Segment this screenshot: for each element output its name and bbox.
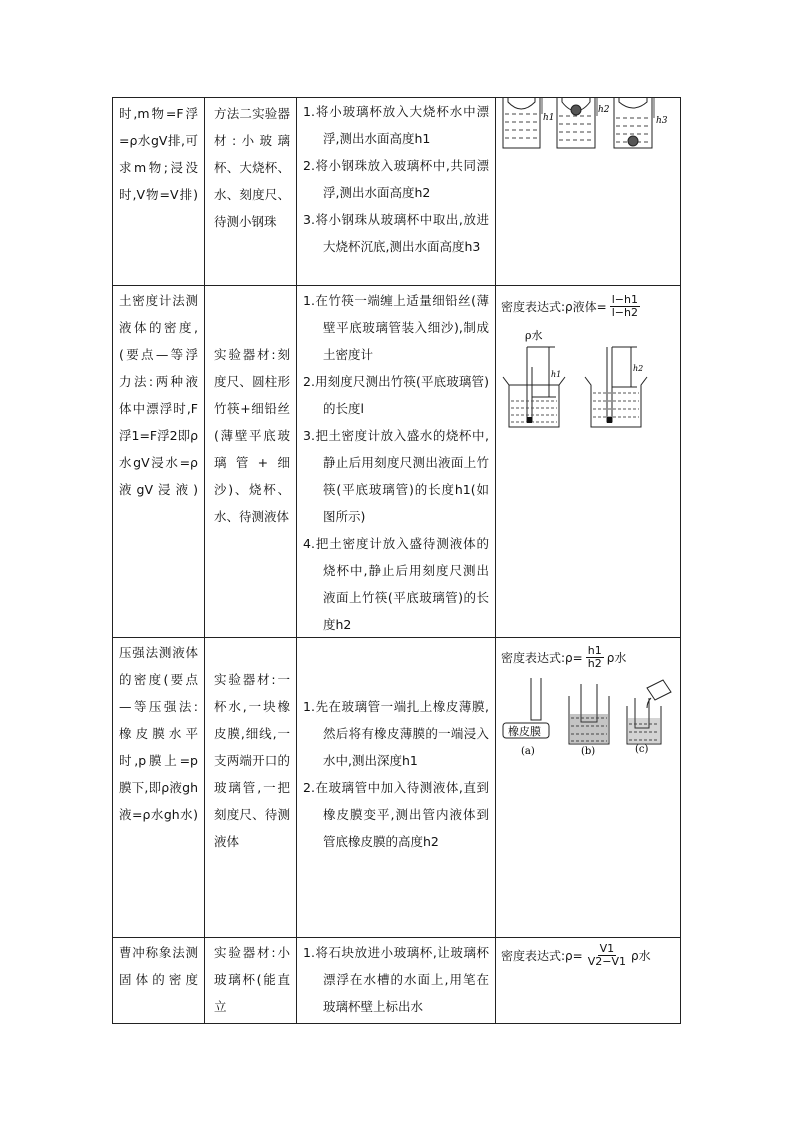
column-divider: [495, 98, 496, 1023]
formula-fraction: [586, 943, 628, 968]
beaker-figure: [495, 98, 681, 158]
formula-denominator: V2−V1: [587, 955, 626, 968]
height-label: h1: [543, 113, 555, 123]
steps-cell: [296, 939, 495, 1020]
method-table: [112, 97, 681, 1024]
densimeter-figure: [501, 325, 677, 435]
density-formula: [501, 294, 676, 319]
formula-fraction: [586, 645, 604, 670]
equipment-cell: [204, 100, 296, 235]
equipment-text: 实验器材:刻度尺、圆柱形竹筷+细铅丝(薄壁平底玻璃管+细沙)、烧杯、水、待测液体: [214, 347, 290, 524]
fig-rho-label: ρ水: [525, 329, 543, 342]
principle-cell: [113, 639, 204, 828]
formula-label: 密度表达式:ρ=: [501, 650, 583, 665]
equipment-text: 方法二实验器材:小玻璃杯、大烧杯、水、刻度尺、待测小钢珠: [214, 106, 290, 229]
principle-cell: [113, 100, 204, 208]
formula-numerator: V1: [599, 942, 615, 955]
principle-cell: [113, 287, 204, 503]
column-divider: [204, 98, 205, 1023]
formula-numerator: h1: [587, 644, 602, 657]
step-item: 1.将小玻璃杯放入大烧杯水中漂浮,测出水面高度h1: [303, 104, 489, 146]
fig-label: (c): [635, 744, 649, 755]
formula-numerator: l−h1: [611, 293, 638, 306]
equipment-cell: [204, 341, 296, 530]
height-label: h3: [656, 116, 668, 126]
principle-text: 曹冲称象法测固体的密度: [119, 945, 198, 987]
height-label: h1: [551, 370, 562, 379]
step-item: 1.在竹筷一端缠上适量细铅丝(薄壁平底玻璃管装入细沙),制成土密度计: [303, 293, 489, 362]
row-divider: [113, 285, 680, 286]
principle-text: 时,m物=F浮=ρ水gV排,可求m物;浸没时,V物=V排): [119, 106, 198, 202]
step-item: 2.将小钢珠放入玻璃杯中,共同漂浮,测出水面高度h2: [303, 158, 489, 200]
steps-cell: [296, 287, 495, 638]
formula-fraction: [610, 294, 640, 319]
membrane-figure: [501, 678, 677, 768]
formula-label: 密度表达式:ρ=: [501, 948, 583, 963]
height-label: h2: [598, 105, 610, 115]
steps-cell: [296, 98, 495, 260]
formula-denominator: h2: [587, 657, 602, 670]
figure-cell: [495, 294, 682, 444]
step-item: 1.先在玻璃管一端扎上橡皮薄膜,然后将有橡皮薄膜的一端浸入水中,测出深度h1: [303, 699, 489, 768]
principle-text: 土密度计法测液体的密度,(要点—等浮力法:两种液体中漂浮时,F浮1=F浮2即ρ水gV浸水=ρ液gV浸液): [119, 293, 199, 497]
density-formula: [501, 645, 676, 670]
equipment-text: 实验器材:小玻璃杯(能直立: [214, 945, 290, 1014]
step-item: 3.把土密度计放入盛水的烧杯中,静止后用刻度尺测出液面上竹筷(平底玻璃管)的长度h1(如图所示): [303, 428, 489, 524]
formula-denominator: l−h2: [611, 306, 638, 319]
equipment-cell: [204, 939, 296, 1020]
figure-cell: [495, 943, 682, 968]
height-label: h2: [633, 364, 644, 373]
fig-label: (b): [581, 746, 596, 757]
membrane-label: 橡皮膜: [508, 725, 541, 738]
step-item: 1.将石块放进小玻璃杯,让玻璃杯漂浮在水槽的水面上,用笔在玻璃杯壁上标出水: [303, 945, 489, 1014]
principle-cell: [113, 939, 204, 993]
figure-cell: [495, 98, 682, 167]
density-formula: [501, 943, 676, 968]
steps-cell: [296, 693, 495, 855]
principle-text: 压强法测液体的密度(要点—等压强法:橡皮膜水平时,p膜上=p膜下,即ρ液gh液=ρ水gh水): [119, 645, 198, 822]
figure-cell: [495, 645, 682, 777]
step-item: 2.在玻璃管中加入待测液体,直到橡皮膜变平,测出管内液体到管底橡皮膜的高度h2: [303, 780, 489, 849]
step-item: 2.用刻度尺测出竹筷(平底玻璃管)的长度l: [303, 374, 489, 416]
equipment-text: 实验器材:一杯水,一块橡皮膜,细线,一支两端开口的玻璃管,一把刻度尺、待测液体: [214, 672, 290, 849]
step-item: 3.将小钢珠从玻璃杯中取出,放进大烧杯沉底,测出水面高度h3: [303, 212, 489, 254]
equipment-cell: [204, 666, 296, 855]
formula-label: 密度表达式:ρ液体=: [501, 299, 607, 314]
step-item: 4.把土密度计放入盛待测液体的烧杯中,静止后用刻度尺测出液面上竹筷(平底玻璃管)的长度h2: [303, 536, 489, 632]
formula-tail: ρ水: [630, 948, 651, 963]
row-divider: [113, 937, 680, 938]
formula-tail: ρ水: [606, 650, 627, 665]
fig-label: (a): [521, 746, 535, 757]
